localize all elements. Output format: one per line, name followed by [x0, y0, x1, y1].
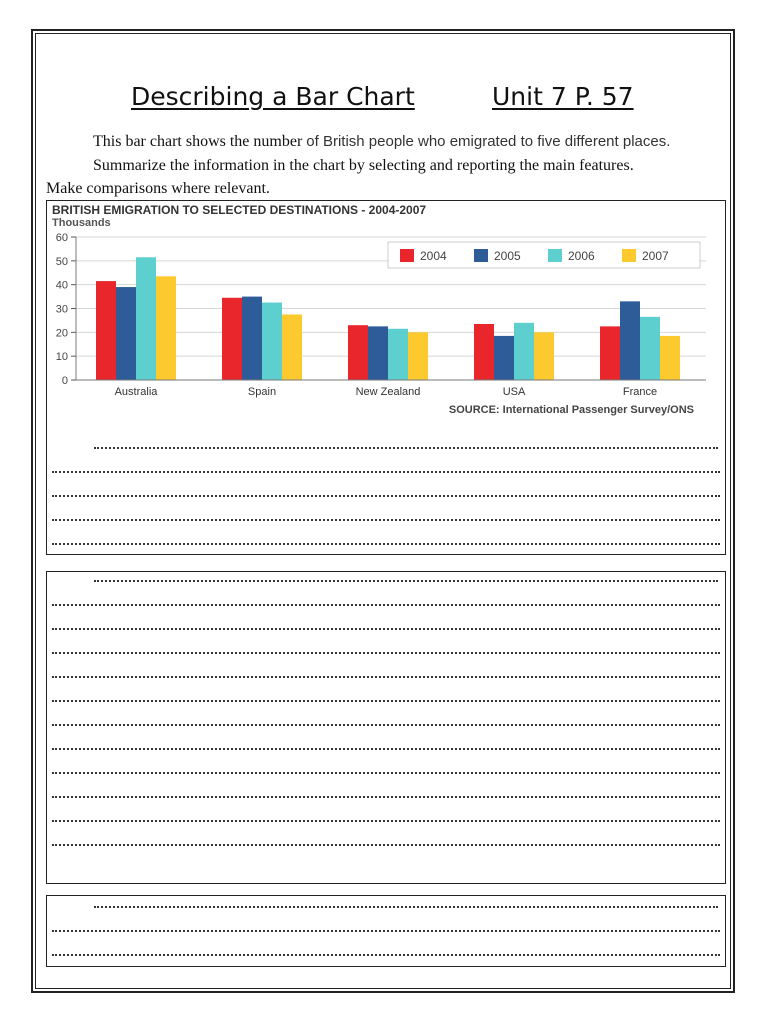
legend-label-2007: 2007	[642, 249, 669, 263]
writing-line	[52, 796, 720, 798]
bar-usa-2006	[514, 323, 534, 380]
bar-new-zealand-2006	[388, 329, 408, 380]
bar-france-2005	[620, 301, 640, 380]
writing-line	[52, 543, 720, 545]
bar-usa-2004	[474, 324, 494, 380]
bar-france-2006	[640, 317, 660, 380]
y-tick-label: 60	[55, 232, 68, 244]
unit-reference: Unit 7 P. 57	[492, 82, 634, 111]
bar-new-zealand-2007	[408, 332, 428, 380]
bar-usa-2007	[534, 332, 554, 380]
bar-australia-2004	[96, 281, 116, 380]
y-tick-label: 40	[55, 279, 68, 292]
legend-swatch-2007	[622, 249, 636, 262]
bar-spain-2006	[262, 303, 282, 380]
bar-spain-2005	[242, 297, 262, 380]
y-tick-label: 10	[55, 351, 68, 364]
instruction-line-1	[93, 133, 670, 151]
writing-line	[52, 954, 720, 956]
writing-line	[94, 447, 718, 449]
writing-line	[94, 580, 718, 582]
writing-line	[52, 652, 720, 654]
x-tick-label: New Zealand	[355, 386, 421, 398]
bar-spain-2004	[222, 298, 242, 380]
legend-label-2005: 2005	[494, 249, 521, 263]
legend-swatch-2004	[400, 249, 414, 262]
bar-chart	[48, 202, 724, 420]
instruction-line-1-end: of British people who emigrated to five different places.	[306, 133, 671, 150]
answer-box-2	[46, 571, 726, 884]
instruction-line-3: Make comparisons where relevant.	[46, 180, 270, 197]
writing-line	[52, 700, 720, 702]
writing-line	[52, 724, 720, 726]
legend-swatch-2005	[474, 249, 488, 262]
y-tick-label: 30	[55, 303, 68, 316]
page-title: Describing a Bar Chart	[131, 82, 415, 111]
bar-australia-2007	[156, 276, 176, 380]
bar-france-2004	[600, 326, 620, 380]
bar-australia-2005	[116, 287, 136, 380]
writing-line	[52, 844, 720, 846]
legend-swatch-2006	[548, 249, 562, 262]
y-tick-label: 50	[55, 255, 68, 268]
instruction-line-2: Summarize the information in the chart by selecting and reporting the main features.	[93, 157, 634, 174]
bar-new-zealand-2004	[348, 325, 368, 380]
legend-label-2006: 2006	[568, 249, 595, 263]
chart-title: BRITISH EMIGRATION TO SELECTED DESTINATIONS - 2004-2007	[52, 203, 427, 217]
writing-line	[52, 772, 720, 774]
writing-line	[94, 906, 718, 908]
instruction-line-1-start: This bar chart shows the number	[93, 133, 303, 150]
writing-line	[52, 628, 720, 630]
writing-line	[52, 495, 720, 497]
x-tick-label: Australia	[114, 386, 158, 398]
bar-new-zealand-2005	[368, 326, 388, 380]
x-tick-label: France	[622, 386, 658, 398]
writing-line	[52, 471, 720, 473]
bar-france-2007	[660, 336, 680, 380]
chart-source: SOURCE: International Passenger Survey/ONS	[448, 404, 694, 416]
writing-line	[52, 604, 720, 606]
x-tick-label: Spain	[247, 386, 277, 398]
writing-line	[52, 519, 720, 521]
writing-line	[52, 820, 720, 822]
bar-australia-2006	[136, 257, 156, 380]
bar-spain-2007	[282, 314, 302, 380]
y-tick-label: 0	[61, 375, 68, 387]
legend-label-2004: 2004	[420, 249, 447, 263]
writing-line	[52, 930, 720, 932]
writing-line	[52, 676, 720, 678]
y-tick-label: 20	[55, 327, 68, 340]
bar-usa-2005	[494, 336, 514, 380]
y-axis-label: Thousands	[52, 217, 111, 229]
x-tick-label: USA	[502, 386, 526, 398]
chart-legend	[388, 242, 700, 268]
writing-line	[52, 748, 720, 750]
